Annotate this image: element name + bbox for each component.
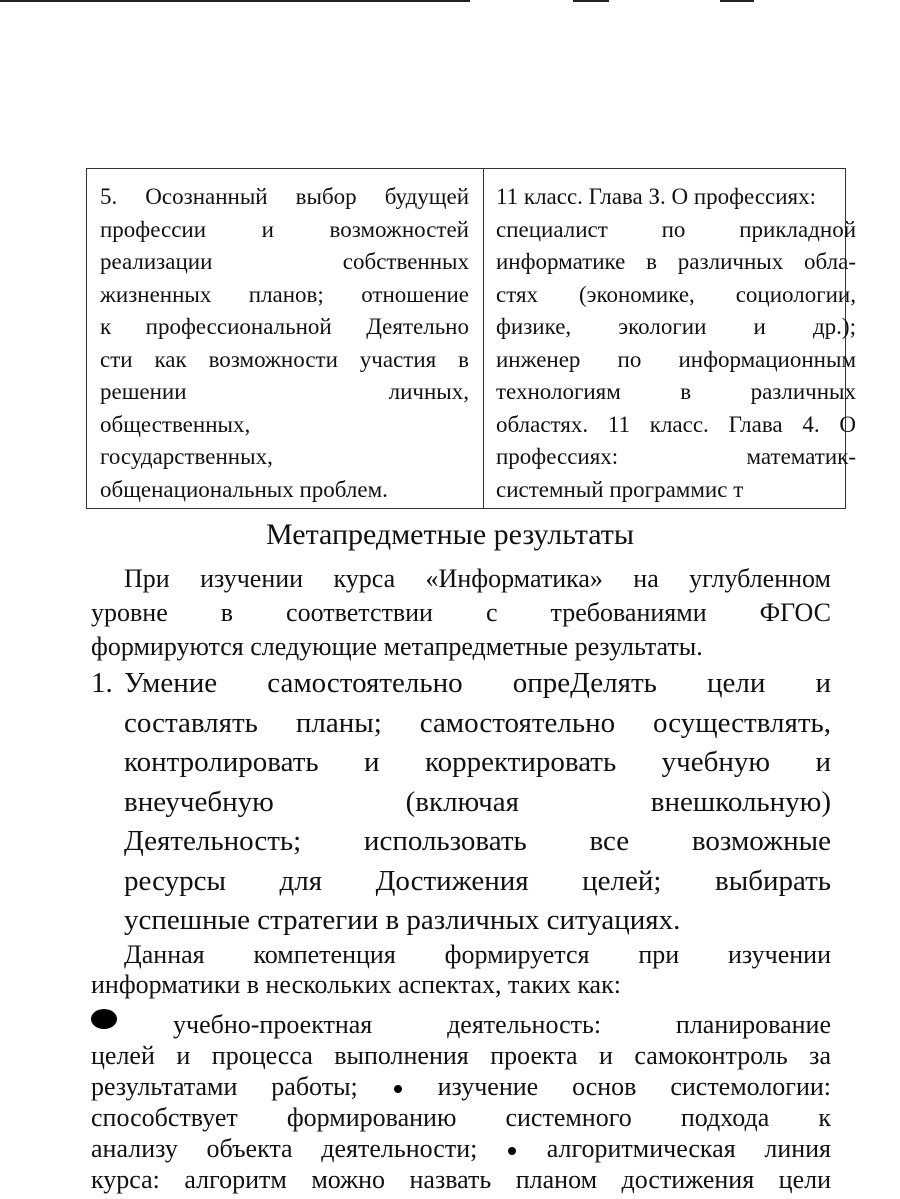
scan-edge-line [573, 0, 609, 2]
list-item-text [124, 664, 831, 941]
cell-line: сти как возможности участия в [100, 346, 469, 372]
scan-edge-line [720, 0, 754, 2]
text-line: ресурсы для Достижения целей; выбирать [124, 864, 831, 897]
section-heading: Метапредметные результаты [265, 518, 635, 551]
cell-line: областях. 11 класс. Глава 4. О [496, 411, 856, 437]
cell-line: государственных, [100, 444, 273, 469]
cell-line: общественных, [100, 411, 251, 437]
text-line: успешные стратегии в различных ситуациях. [124, 904, 681, 936]
cell-line: к профессиональной Деятельно [100, 314, 469, 339]
text-line: целей и процесса выполнения проекта и самоконтроль за [91, 1041, 831, 1070]
text-line: составлять планы; самостоятельно осуществлять, [124, 706, 831, 739]
text-line: контролировать и корректировать учебную и [124, 746, 831, 778]
competence-paragraph [91, 940, 831, 1000]
cell-line: профессии и возможностей [100, 216, 469, 242]
text-line: курса: алгоритм можно назвать планом достижения цели [91, 1165, 831, 1194]
text-line: информатики в нескольких аспектах, таких как: [91, 970, 621, 999]
text-line: Деятельность; использовать все возможные [124, 825, 831, 857]
text-line: уровне в соответствии с требованиями ФГОС [91, 598, 831, 627]
cell-line: общенациональных проблем. [100, 476, 388, 502]
table-cell-left [87, 169, 484, 509]
text-line: учебно-проектная деятельность: планирование [91, 1009, 831, 1040]
text-line: результатами работы; изучение основ системологии: [91, 1072, 832, 1101]
cell-line: 11 класс. Глава З. О профессиях: [496, 184, 817, 209]
text-line: формируются следующие метапредметные результаты. [91, 632, 703, 661]
cell-line: специалист по прикладной [496, 216, 856, 242]
table-row [87, 169, 846, 509]
cell-line: информатике в различных обла- [496, 249, 856, 274]
cell-line: профессиях: математик- [496, 444, 856, 469]
cell-line: стях (экономике, социологии, [496, 281, 856, 307]
aspects-paragraph [91, 1009, 831, 1195]
cell-line: 5. Осознанный выбор будущей [100, 184, 469, 209]
text-line: Данная компетенция формируется при изучении [124, 940, 831, 969]
cell-line: инженер по информационным [496, 346, 856, 372]
text-line: анализу объекта деятельности; алгоритмическая линия [91, 1134, 832, 1163]
cell-line: реализации собственных [100, 249, 469, 274]
cell-line: технологиям в различных [496, 379, 856, 404]
intro-paragraph [91, 562, 831, 664]
bullet-icon [508, 1147, 516, 1155]
text-line: При изучении курса «Информатика» на углубленном [124, 564, 831, 593]
scan-edge-line [0, 0, 470, 2]
profession-table [86, 168, 856, 509]
cell-line: жизненных планов; отношение [100, 281, 469, 307]
text-line: внеучебную (включая внешкольную) [124, 785, 831, 818]
bullet-icon [91, 1009, 117, 1029]
cell-line: системный программис т [496, 476, 744, 502]
table-cell-right [484, 169, 856, 509]
list-number: 1. [91, 667, 113, 699]
bullet-icon [394, 1085, 402, 1093]
text-line: Умение самостоятельно опреДелять цели и [124, 667, 831, 699]
cell-line: физике, экологии и др.); [496, 314, 856, 339]
cell-line: решении личных, [100, 379, 469, 404]
numbered-list-item [91, 664, 831, 941]
text-line: способствует формированию системного подхода к [91, 1103, 831, 1132]
